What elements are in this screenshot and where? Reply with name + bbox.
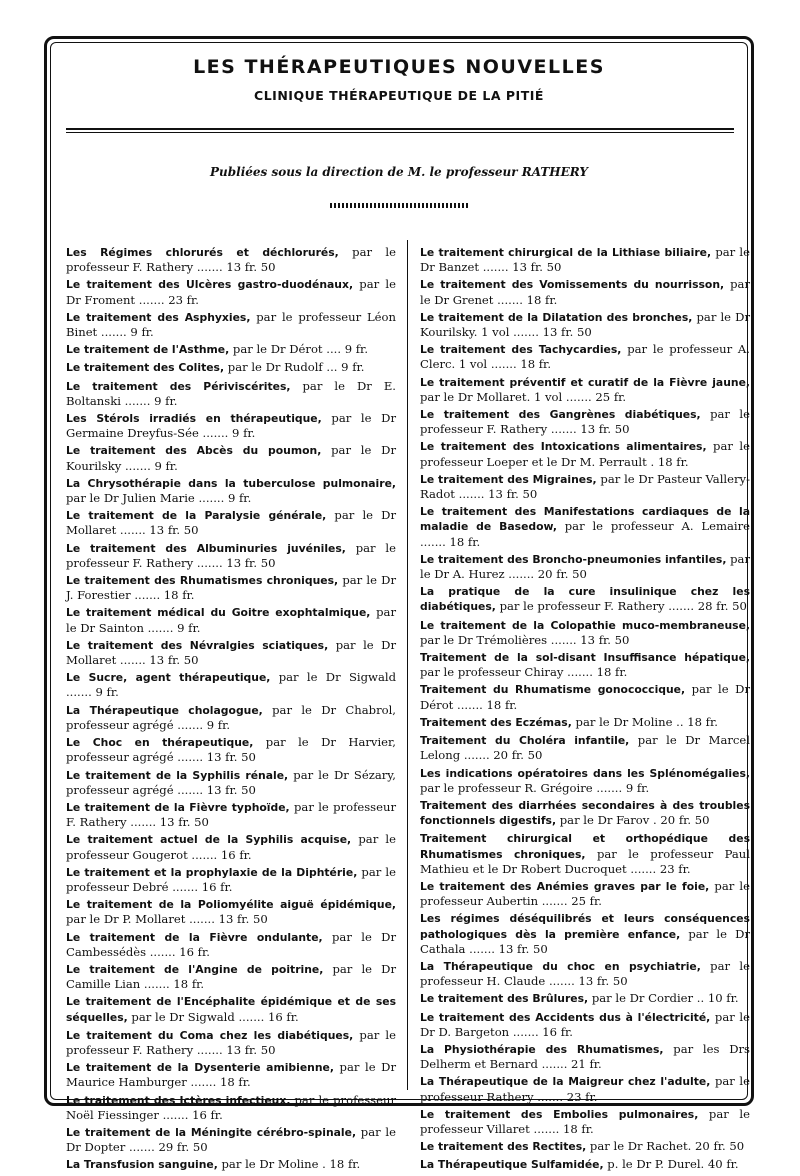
entry-price: ....... 13 fr. 50 (116, 523, 199, 538)
catalog-entry (420, 1107, 750, 1136)
entry-author: par le Dr Dérot (420, 682, 750, 712)
entry-author: par le Dr Cambessédès (66, 929, 396, 959)
catalog-entry (420, 1074, 750, 1103)
catalog-entry (66, 1060, 396, 1089)
catalog-entry (66, 832, 396, 861)
entry-price: ....... 9 fr. (198, 426, 256, 441)
header-rule (66, 128, 734, 130)
entry-author: par le Dr Dérot (229, 342, 323, 357)
entry-title: Le traitement des Asphyxies, (66, 310, 251, 324)
catalog-entry (420, 277, 750, 306)
entry-title: Le traitement des Ulcères gastro-duodénaux, (66, 278, 354, 292)
entry-price: ....... 13 fr. 50 (465, 941, 548, 956)
entry-price: ....... 13 fr. 50 (173, 782, 256, 797)
entry-author: par le Dr Grenet (420, 277, 751, 307)
entry-author: par le Dr Chabrol, professeur agrégé (66, 702, 396, 732)
entry-price: ....... 13 fr. 50 (193, 260, 276, 275)
entry-title: Le traitement de l'Angine de poitrine, (66, 962, 324, 976)
entry-title: Le traitement de la Fièvre ondulante, (66, 930, 323, 944)
entry-title: La Thérapeutique cholagogue, (66, 703, 263, 717)
catalog-entry (66, 930, 396, 959)
entry-price: ... 9 fr. (322, 360, 365, 375)
catalog-entry (66, 994, 396, 1024)
column-divider (407, 240, 408, 1090)
entry-price: ....... 18 fr. (529, 1121, 594, 1136)
entry-price: ....... 16 fr. (158, 1107, 223, 1122)
entry-author: par le Dr Banzet (420, 245, 750, 275)
catalog-entry (66, 1125, 396, 1154)
entry-title: La Thérapeutique du choc en psychiatrie, (420, 959, 701, 973)
entry-author: p. le Dr P. Durel (603, 1157, 701, 1172)
entry-title: Le traitement des Albuminuries juvéniles, (66, 541, 346, 555)
entry-author: par le Dr Harvier, professeur agrégé (66, 735, 396, 765)
entry-author: par le Dr Mollaret. 1 vol (420, 389, 563, 404)
entry-price: ....... 9 fr. (173, 717, 231, 732)
entry-title: Le traitement médical du Goitre exophtalmique, (66, 606, 371, 620)
entry-price: ....... 18 fr. (563, 665, 628, 680)
entry-author: par le professeur Chiray (420, 665, 564, 680)
entry-title: Les régimes déséquilibrés et leurs conséquences pathologiques dès la première enfance, (420, 912, 750, 941)
entry-author: par le Dr Trémolières (420, 632, 548, 647)
catalog-entry (66, 735, 396, 764)
entry-author: par le professeur F. Rathery (66, 245, 396, 275)
left-column (66, 245, 396, 1176)
entry-author: par le Dr Sainton (66, 605, 397, 635)
catalog-entry (420, 310, 750, 339)
catalog-entry (420, 766, 750, 795)
entry-author: par le Dr Moline (571, 714, 673, 729)
catalog-entry (66, 962, 396, 991)
entry-title: Le traitement actuel de la Syphilis acquise, (66, 833, 352, 847)
entry-price: ....... 28 fr. 50 (664, 599, 747, 614)
entry-title: Traitement des diarrhées secondaires à des troubles fonctionnels digestifs, (420, 798, 750, 828)
entry-price: .. 10 fr. (693, 991, 739, 1006)
entry-price: ....... 9 fr. (121, 458, 178, 473)
entry-title: Les Régimes chlorurés et déchlorurés, (66, 246, 339, 259)
entry-author: par le Dr Marcel Lelong (420, 733, 750, 763)
entry-price: ....... 18 fr. (420, 534, 481, 549)
entry-price: ....... 18 fr. (453, 697, 518, 712)
entry-title: Le traitement des Intoxications alimentaires, (420, 440, 707, 454)
catalog-entry (66, 411, 396, 440)
entry-author: par le Dr D. Bargeton (420, 1009, 750, 1039)
entry-author: par le Dr Camille Lian (66, 961, 396, 992)
entry-price: ....... 9 fr. (592, 780, 650, 795)
catalog-entry (420, 504, 750, 549)
entry-author: par le Dr P. Mollaret (66, 912, 186, 927)
entry-price: .. 18 fr. (672, 714, 718, 729)
entry-title: Le traitement des Anémies graves par le foie, (420, 879, 710, 893)
entry-price: ....... 13 fr. 50 (116, 653, 199, 668)
entry-author: par le Dr Farov (556, 813, 650, 828)
catalog-entry (420, 1042, 750, 1071)
entry-title: Le traitement des Gangrènes diabétiques, (420, 408, 701, 422)
entry-price: ....... 23 fr. (533, 1089, 598, 1104)
catalog-entry (66, 638, 396, 667)
entry-author: par le Dr Froment (66, 277, 396, 307)
catalog-entry (420, 1010, 750, 1039)
catalog-entry (420, 245, 750, 274)
entry-author: par le professeur Aubertin (420, 878, 750, 909)
catalog-entry (420, 472, 750, 501)
entry-price: . 18 fr. (318, 1157, 361, 1172)
page-title: LES THÉRAPEUTIQUES NOUVELLES (193, 56, 605, 78)
entry-price: ....... 16 fr. (234, 1009, 299, 1024)
entry-price: ....... 9 fr. (66, 685, 119, 700)
entry-author: par le professeur A. Clerc. 1 vol (420, 342, 750, 372)
entry-title: Le traitement des Rectites, (420, 1140, 587, 1154)
direction-line: Publiées sous la direction de M. le professeur RATHERY (210, 165, 588, 179)
entry-title: Le traitement préventif et curatif de la Fièvre jaune, (420, 375, 750, 389)
entry-price: ....... 18 fr. (140, 977, 205, 992)
entry-price: ....... 13 fr. 50 (185, 912, 268, 927)
entry-author: par le Dr E. Boltanski (66, 378, 396, 408)
entry-author: par le Dr Sigwald (270, 670, 397, 685)
header-rule-thin (66, 132, 734, 133)
entry-title: Le traitement de la Fièvre typhoïde, (66, 800, 290, 814)
entry-price: ....... 9 fr. (120, 393, 178, 408)
entry-title: La Thérapeutique de la Maigreur chez l'adulte, (420, 1075, 711, 1089)
entry-title: La Physiothérapie des Rhumatismes, (420, 1042, 664, 1056)
catalog-entry (66, 1028, 396, 1057)
entry-price: ....... 20 fr. 50 (504, 567, 587, 582)
entry-title: Le traitement des Embolies pulmonaires, (420, 1107, 699, 1121)
entry-title: Le traitement de l'Encéphalite épidémique et de ses séquelles, (66, 995, 396, 1024)
entry-author: par le Dr Rachet (586, 1139, 688, 1154)
entry-price: ....... 16 fr. (509, 1024, 573, 1039)
entry-price: ....... 18 fr. (487, 357, 552, 372)
entry-author: par le professeur F. Rathery (495, 599, 665, 614)
entry-title: Le traitement des Brûlures, (420, 992, 589, 1006)
catalog-entry (420, 407, 750, 436)
catalog-entry (66, 800, 396, 829)
entry-title: Traitement du Rhumatisme gonococcique, (420, 683, 686, 697)
entry-title: La Transfusion sanguine, (66, 1158, 218, 1172)
entry-price: ....... 16 fr. (168, 879, 233, 894)
catalog-entry (66, 443, 396, 472)
entry-price: ....... 13 fr. 50 (454, 487, 538, 502)
entry-title: Le traitement de l'Asthme, (66, 343, 230, 357)
catalog-entry (420, 879, 750, 908)
entry-title: Traitement chirurgical et orthopédique des Rhumatismes chroniques, (420, 832, 750, 861)
entry-price: ....... 25 fr. (562, 389, 627, 404)
entry-title: Le traitement de la Dysenterie amibienne, (66, 1061, 334, 1075)
entry-author: par le professeur Loeper et le Dr M. Perrault (420, 439, 750, 469)
catalog-entry (420, 439, 750, 468)
entry-title: Le traitement des Tachycardies, (420, 343, 622, 357)
entry-author: par le Dr Maurice Hamburger (66, 1060, 397, 1090)
entry-author: par le Dr Pasteur Vallery-Radot (420, 471, 750, 502)
entry-title: Le traitement des Abcès du poumon, (66, 444, 322, 458)
entry-price: ....... 13 fr. 50 (547, 422, 630, 437)
right-column (420, 245, 750, 1176)
entry-title: Le traitement des Névralgies sciatiques, (66, 638, 329, 652)
entry-price: ....... 13 fr. 50 (193, 1042, 276, 1057)
entry-author: par le Dr Cordier (588, 991, 694, 1006)
entry-author: par le Dr Kourilsky. 1 vol (420, 309, 750, 340)
entry-author: par le Dr Mollaret (66, 508, 397, 538)
catalog-entry (66, 277, 396, 306)
catalog-entry (420, 584, 750, 614)
entry-author: par le professeur Paul Mathieu et le Dr Robert Ducroquet (420, 846, 750, 876)
entry-title: Le traitement de la Méningite cérébro-spinale, (66, 1125, 357, 1139)
entry-price: ....... 16 fr. (146, 944, 210, 959)
entry-price: . 40 fr. (700, 1157, 739, 1172)
entry-title: Le traitement de la Syphilis rénale, (66, 768, 289, 782)
entry-price: ....... 25 fr. (538, 894, 602, 909)
entry-price: ....... 13 fr. 50 (126, 815, 209, 830)
entry-title: Les Stérols irradiés en thérapeutique, (66, 412, 322, 426)
catalog-entry (66, 573, 396, 602)
catalog-entry (420, 715, 750, 730)
entry-title: Le Sucre, agent thérapeutique, (66, 671, 271, 685)
catalog-entry (66, 476, 396, 505)
catalog-entry (420, 650, 750, 679)
entry-author: par le professeur R. Grégoire (420, 780, 593, 795)
entry-author: par le professeur Léon Binet (66, 309, 396, 340)
catalog-entry (66, 379, 396, 408)
catalog-entry (420, 1139, 750, 1154)
entry-author: par le Dr J. Forestier (66, 573, 396, 603)
entry-author: par les Drs Delherm et Bernard (420, 1041, 750, 1072)
entry-price: ....... 9 fr. (143, 620, 201, 635)
entry-price: ....... 9 fr. (97, 325, 154, 340)
catalog-entry (66, 541, 396, 570)
entry-title: Le traitement de la Poliomyélite aiguë épidémique, (66, 898, 396, 912)
entry-title: La pratique de la cure insulinique chez les diabétiques, (420, 585, 750, 614)
entry-author: par le professeur A. Lemaire (556, 519, 750, 534)
entry-price: .... 9 fr. (322, 342, 369, 357)
entry-title: Traitement des Eczémas, (420, 715, 572, 729)
entry-title: Le traitement chirurgical de la Lithiase biliaire, (420, 246, 712, 259)
entry-author: par le Dr Mollaret (66, 637, 396, 668)
entry-author: par le professeur Noël Fiessinger (66, 1092, 396, 1122)
entry-title: Le traitement des Vomissements du nourrisson, (420, 278, 725, 292)
entry-price: ....... 18 fr. (186, 1075, 251, 1090)
catalog-entry (66, 245, 396, 274)
catalog-entry (420, 733, 750, 762)
entry-title: Le Choc en thérapeutique, (66, 736, 254, 750)
entry-author: par le professeur F. Rathery (66, 1027, 396, 1057)
entry-author: par le professeur Rathery (420, 1074, 750, 1104)
catalog-entry (420, 911, 750, 956)
entry-author: par le professeur H. Claude (420, 958, 750, 989)
entry-author: par le Dr Germaine Dreyfus-Sée (66, 411, 396, 441)
entry-author: par le professeur Villaret (420, 1106, 750, 1136)
entry-price: ....... 16 fr. (187, 847, 252, 862)
entry-price: ....... 18 fr. (130, 588, 195, 603)
entry-author: par le Dr Sigwald (127, 1009, 235, 1024)
entry-price: ....... 20 fr. 50 (460, 748, 543, 763)
entry-price: ....... 13 fr. 50 (509, 325, 592, 340)
page-subtitle: CLINIQUE THÉRAPEUTIQUE DE LA PITIÉ (254, 88, 544, 103)
entry-author: par le professeur F. Rathery (66, 540, 396, 570)
entry-title: Le traitement du Coma chez les diabétiques, (66, 1028, 354, 1042)
entry-author: par le Dr Julien Marie (66, 491, 195, 506)
entry-author: par le Dr Moline (217, 1157, 319, 1172)
entry-title: Le traitement et la prophylaxie de la Diphtérie, (66, 865, 358, 879)
entry-author: par le professeur Debré (66, 864, 396, 894)
catalog-entry (66, 897, 396, 926)
catalog-entry (420, 682, 750, 711)
entry-title: Le traitement de la Colopathie muco-membraneuse, (420, 618, 750, 632)
entry-price: ....... 9 fr. (194, 491, 252, 506)
catalog-entry (420, 552, 750, 581)
entry-author: par le Dr Dopter (66, 1124, 396, 1155)
catalog-entry (66, 1093, 396, 1122)
entry-author: par le professeur F. Rathery (420, 407, 750, 437)
catalog-entry (420, 342, 750, 371)
entry-title: Le traitement de la Dilatation des bronches, (420, 310, 693, 324)
catalog-entry (420, 831, 750, 876)
catalog-entry (66, 670, 396, 699)
entry-title: Le traitement des Broncho-pneumonies infantiles, (420, 552, 727, 566)
entry-price: ....... 23 fr. (626, 861, 691, 876)
catalog-entry (420, 375, 750, 404)
entry-price: ....... 29 fr. 50 (125, 1140, 208, 1155)
entry-price: . 20 fr. 50 (687, 1139, 745, 1154)
entry-title: Le traitement des Manifestations cardiaques de la maladie de Basedow, (420, 505, 750, 534)
catalog-entry (66, 1157, 396, 1172)
catalog-entry (66, 865, 396, 894)
entry-title: Le traitement des Colites, (66, 361, 225, 375)
entry-title: Le traitement de la Paralysie générale, (66, 509, 327, 523)
catalog-entry (420, 618, 750, 647)
entry-price: ....... 13 fr. 50 (173, 750, 256, 765)
catalog-entry (420, 991, 750, 1006)
entry-price: ....... 21 fr. (537, 1057, 602, 1072)
entry-title: La Chrysothérapie dans la tuberculose pulmonaire, (66, 476, 396, 490)
entry-title: Traitement de la sol-disant Insuffisance hépatique, (420, 651, 750, 665)
entry-title: Le traitement des Rhumatismes chroniques, (66, 574, 339, 588)
entry-price: ....... 13 fr. 50 (547, 632, 630, 647)
ornament-divider (330, 203, 470, 208)
entry-title: Les indications opératoires dans les Splénomégalies, (420, 766, 750, 780)
entry-author: par le Dr Cathala (420, 926, 750, 956)
entry-author: par le Dr A. Hurez (420, 551, 750, 582)
entry-author: par le Dr Rudolf (224, 360, 323, 375)
entry-price: ....... 13 fr. 50 (479, 260, 562, 275)
catalog-entry (66, 508, 396, 537)
catalog-entry (66, 768, 396, 797)
entry-price: . 20 fr. 50 (649, 813, 710, 828)
catalog-entry (420, 798, 750, 828)
entry-price: . 18 fr. (646, 454, 689, 469)
entry-author: par le Dr Sézary, professeur agrégé (66, 767, 396, 797)
catalog-entry (66, 310, 396, 339)
catalog-entry (420, 959, 750, 988)
entry-title: Le traitement des Ictères infectieux, (66, 1093, 291, 1107)
catalog-entry (420, 1157, 750, 1172)
entry-author: par le professeur Gougerot (66, 832, 396, 862)
entry-price: ....... 23 fr. (135, 292, 199, 307)
entry-author: par le professeur F. Rathery (66, 799, 396, 830)
catalog-entry (66, 605, 396, 634)
entry-author: par le Dr Kourilsky (66, 443, 396, 473)
entry-price: ....... 13 fr. 50 (193, 555, 276, 570)
catalog-entry (66, 703, 396, 732)
catalog-entry (66, 360, 396, 375)
catalog-entry (66, 342, 396, 357)
entry-price: ....... 13 fr. 50 (545, 974, 628, 989)
entry-title: Le traitement des Migraines, (420, 472, 597, 486)
entry-title: La Thérapeutique Sulfamidée, (420, 1158, 604, 1172)
entry-title: Le traitement des Périviscérites, (66, 379, 291, 393)
entry-price: ....... 18 fr. (493, 292, 558, 307)
entry-title: Traitement du Choléra infantile, (420, 734, 630, 748)
entry-title: Le traitement des Accidents dus à l'électricité, (420, 1010, 711, 1024)
